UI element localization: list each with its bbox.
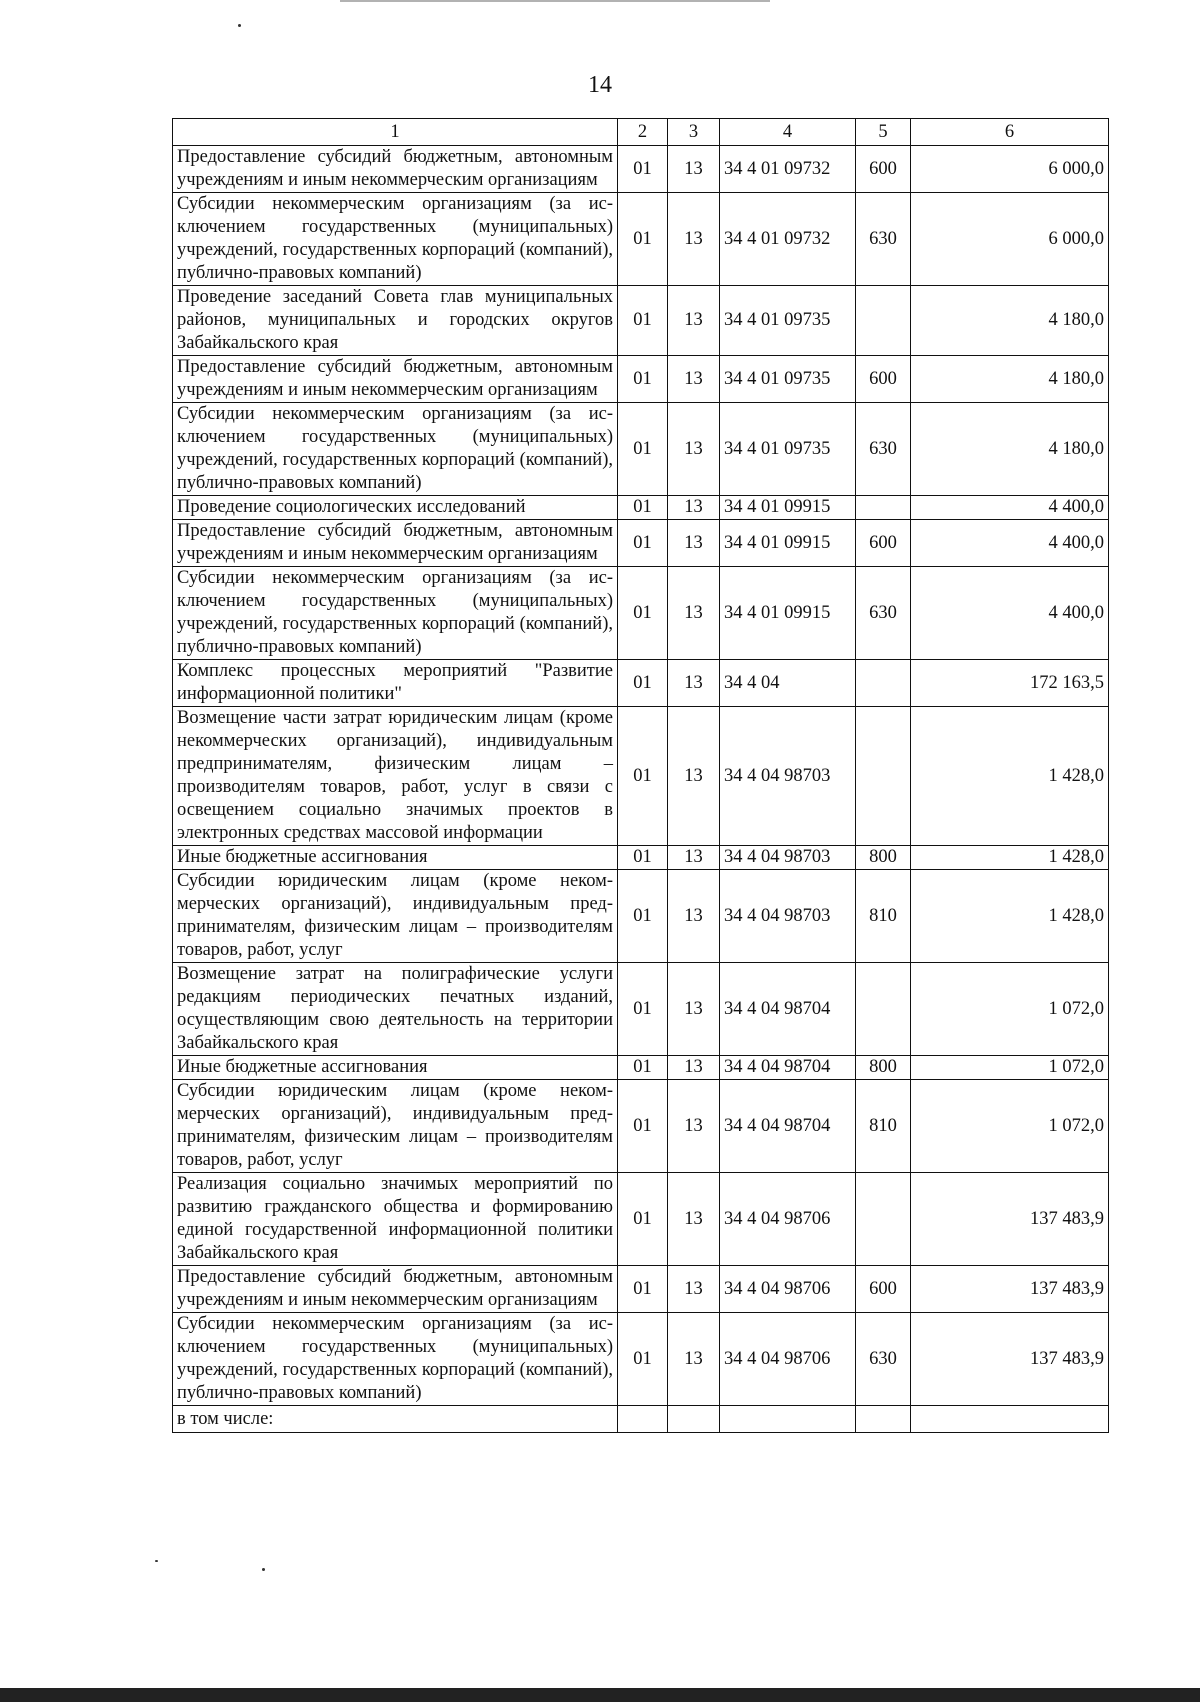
table-row <box>173 286 1109 356</box>
row-name-cell: Предоставление субсидий бюджетным, автономным учреждениям и иным некоммерческим организациям <box>173 146 618 193</box>
column-header: 6 <box>911 119 1109 146</box>
scan-dot <box>262 1568 265 1571</box>
table-row <box>173 520 1109 567</box>
row-name-cell: Комплекс процессных мероприятий "Развитие информационной политики" <box>173 660 618 707</box>
expense-type-cell: 630 <box>856 403 911 496</box>
subsection-code-cell: 13 <box>668 520 720 567</box>
subsection-code-cell: 13 <box>668 286 720 356</box>
section-code-cell: 01 <box>618 193 668 286</box>
subsection-code-cell: 13 <box>668 707 720 846</box>
table-row <box>173 1266 1109 1313</box>
target-article-cell: 34 4 04 98704 <box>720 963 856 1056</box>
amount-cell: 137 483,9 <box>911 1266 1109 1313</box>
section-code-cell: 01 <box>618 870 668 963</box>
section-code-cell: 01 <box>618 846 668 870</box>
row-name-cell: в том числе: <box>173 1406 618 1433</box>
expense-type-cell: 810 <box>856 870 911 963</box>
subsection-code-cell: 13 <box>668 193 720 286</box>
amount-cell: 1 428,0 <box>911 707 1109 846</box>
subsection-code-cell: 13 <box>668 403 720 496</box>
table-body <box>173 146 1109 1433</box>
expense-type-cell: 810 <box>856 1080 911 1173</box>
subsection-code-cell: 13 <box>668 1313 720 1406</box>
column-header: 2 <box>618 119 668 146</box>
subsection-code-cell: 13 <box>668 1266 720 1313</box>
target-article-cell: 34 4 01 09735 <box>720 403 856 496</box>
section-code-cell: 01 <box>618 707 668 846</box>
section-code-cell: 01 <box>618 146 668 193</box>
amount-cell: 1 428,0 <box>911 846 1109 870</box>
subsection-code-cell: 13 <box>668 1080 720 1173</box>
scan-dot <box>238 24 241 27</box>
expense-type-cell: 630 <box>856 1313 911 1406</box>
expense-type-cell <box>856 963 911 1056</box>
subsection-code-cell: 13 <box>668 567 720 660</box>
table-row <box>173 660 1109 707</box>
section-code-cell <box>618 1406 668 1433</box>
row-name-cell: Возмещение части затрат юридическим лицам (кроме некоммерческих организаций), индивидуальным предпринимателям, физическим лицам – производителям товаров, работ, услуг в связи с освещением социально значимых проектов в электронных средствах массовой информации <box>173 707 618 846</box>
table-row <box>173 356 1109 403</box>
subsection-code-cell: 13 <box>668 496 720 520</box>
expense-type-cell <box>856 1173 911 1266</box>
budget-table <box>172 118 1109 1433</box>
amount-cell: 1 428,0 <box>911 870 1109 963</box>
expense-type-cell <box>856 707 911 846</box>
subsection-code-cell: 13 <box>668 356 720 403</box>
target-article-cell <box>720 1406 856 1433</box>
target-article-cell: 34 4 04 98703 <box>720 846 856 870</box>
table-header-row <box>173 119 1109 146</box>
amount-cell: 137 483,9 <box>911 1173 1109 1266</box>
scan-artifact-top <box>340 0 770 2</box>
section-code-cell: 01 <box>618 567 668 660</box>
row-name-cell: Субсидии некоммерческим организациям (за исключением государственных (муниципальных) учреждений, государственных корпораций (компаний), публично-правовых компаний) <box>173 403 618 496</box>
expense-type-cell <box>856 1406 911 1433</box>
amount-cell: 6 000,0 <box>911 146 1109 193</box>
expense-type-cell <box>856 496 911 520</box>
subsection-code-cell: 13 <box>668 846 720 870</box>
amount-cell: 6 000,0 <box>911 193 1109 286</box>
column-header: 1 <box>173 119 618 146</box>
row-name-cell: Субсидии некоммерческим организациям (за исключением государственных (муниципальных) учреждений, государственных корпораций (компаний), публично-правовых компаний) <box>173 567 618 660</box>
expense-type-cell <box>856 286 911 356</box>
table-row <box>173 1313 1109 1406</box>
table-row <box>173 1080 1109 1173</box>
amount-cell: 1 072,0 <box>911 1056 1109 1080</box>
table-row <box>173 496 1109 520</box>
subsection-code-cell: 13 <box>668 660 720 707</box>
row-name-cell: Реализация социально значимых мероприятий по развитию гражданского общества и формированию единой государственной информационной политики Забайкальского края <box>173 1173 618 1266</box>
row-name-cell: Возмещение затрат на полиграфические услуги редакциям периодических печатных изданий, осуществляющим свою деятельность на территории Забайкальского края <box>173 963 618 1056</box>
scan-dot <box>155 1560 158 1562</box>
target-article-cell: 34 4 04 <box>720 660 856 707</box>
target-article-cell: 34 4 01 09915 <box>720 567 856 660</box>
section-code-cell: 01 <box>618 1266 668 1313</box>
table-row <box>173 1056 1109 1080</box>
column-header: 5 <box>856 119 911 146</box>
table-row <box>173 146 1109 193</box>
target-article-cell: 34 4 01 09915 <box>720 520 856 567</box>
row-name-cell: Субсидии юридическим лицам (кроме некоммерческих организаций), индивидуальным предпринимателям, физическим лицам – производителям товаров, работ, услуг <box>173 1080 618 1173</box>
table-row <box>173 870 1109 963</box>
expense-type-cell: 800 <box>856 1056 911 1080</box>
amount-cell: 1 072,0 <box>911 1080 1109 1173</box>
section-code-cell: 01 <box>618 356 668 403</box>
expense-type-cell <box>856 660 911 707</box>
amount-cell: 4 400,0 <box>911 567 1109 660</box>
table-row <box>173 707 1109 846</box>
section-code-cell: 01 <box>618 520 668 567</box>
subsection-code-cell: 13 <box>668 963 720 1056</box>
target-article-cell: 34 4 04 98706 <box>720 1173 856 1266</box>
amount-cell: 1 072,0 <box>911 963 1109 1056</box>
scan-artifact-bottom-bar <box>0 1688 1200 1702</box>
row-name-cell: Субсидии некоммерческим организациям (за исключением государственных (муниципальных) учреждений, государственных корпораций (компаний), публично-правовых компаний) <box>173 1313 618 1406</box>
target-article-cell: 34 4 04 98706 <box>720 1313 856 1406</box>
section-code-cell: 01 <box>618 660 668 707</box>
target-article-cell: 34 4 01 09732 <box>720 193 856 286</box>
row-name-cell: Предоставление субсидий бюджетным, автономным учреждениям и иным некоммерческим организациям <box>173 1266 618 1313</box>
table-row <box>173 193 1109 286</box>
table-row <box>173 963 1109 1056</box>
section-code-cell: 01 <box>618 403 668 496</box>
subsection-code-cell: 13 <box>668 870 720 963</box>
expense-type-cell: 600 <box>856 356 911 403</box>
amount-cell: 4 180,0 <box>911 403 1109 496</box>
subsection-code-cell: 13 <box>668 1173 720 1266</box>
row-name-cell: Проведение заседаний Совета глав муниципальных районов, муниципальных и городских округов Забайкальского края <box>173 286 618 356</box>
table-row <box>173 1173 1109 1266</box>
target-article-cell: 34 4 01 09915 <box>720 496 856 520</box>
page-number: 14 <box>588 72 612 98</box>
expense-type-cell: 630 <box>856 193 911 286</box>
column-header: 4 <box>720 119 856 146</box>
subsection-code-cell <box>668 1406 720 1433</box>
row-name-cell: Предоставление субсидий бюджетным, автономным учреждениям и иным некоммерческим организациям <box>173 356 618 403</box>
expense-type-cell: 800 <box>856 846 911 870</box>
target-article-cell: 34 4 01 09735 <box>720 286 856 356</box>
section-code-cell: 01 <box>618 963 668 1056</box>
table-row <box>173 403 1109 496</box>
subsection-code-cell: 13 <box>668 146 720 193</box>
section-code-cell: 01 <box>618 496 668 520</box>
section-code-cell: 01 <box>618 1080 668 1173</box>
row-name-cell: Субсидии юридическим лицам (кроме некоммерческих организаций), индивидуальным предпринимателям, физическим лицам – производителям товаров, работ, услуг <box>173 870 618 963</box>
target-article-cell: 34 4 04 98703 <box>720 707 856 846</box>
table-row <box>173 846 1109 870</box>
row-name-cell: Предоставление субсидий бюджетным, автономным учреждениям и иным некоммерческим организациям <box>173 520 618 567</box>
subsection-code-cell: 13 <box>668 1056 720 1080</box>
row-name-cell: Субсидии некоммерческим организациям (за исключением государственных (муниципальных) учреждений, государственных корпораций (компаний), публично-правовых компаний) <box>173 193 618 286</box>
section-code-cell: 01 <box>618 1173 668 1266</box>
section-code-cell: 01 <box>618 1313 668 1406</box>
section-code-cell: 01 <box>618 286 668 356</box>
amount-cell: 4 400,0 <box>911 496 1109 520</box>
expense-type-cell: 600 <box>856 146 911 193</box>
amount-cell: 4 180,0 <box>911 286 1109 356</box>
table-row <box>173 567 1109 660</box>
amount-cell <box>911 1406 1109 1433</box>
target-article-cell: 34 4 04 98706 <box>720 1266 856 1313</box>
row-name-cell: Иные бюджетные ассигнования <box>173 1056 618 1080</box>
target-article-cell: 34 4 04 98703 <box>720 870 856 963</box>
target-article-cell: 34 4 04 98704 <box>720 1056 856 1080</box>
expense-type-cell: 600 <box>856 520 911 567</box>
row-name-cell: Иные бюджетные ассигнования <box>173 846 618 870</box>
amount-cell: 137 483,9 <box>911 1313 1109 1406</box>
target-article-cell: 34 4 01 09732 <box>720 146 856 193</box>
expense-type-cell: 600 <box>856 1266 911 1313</box>
table-row <box>173 1406 1109 1433</box>
amount-cell: 4 400,0 <box>911 520 1109 567</box>
target-article-cell: 34 4 04 98704 <box>720 1080 856 1173</box>
amount-cell: 4 180,0 <box>911 356 1109 403</box>
section-code-cell: 01 <box>618 1056 668 1080</box>
amount-cell: 172 163,5 <box>911 660 1109 707</box>
target-article-cell: 34 4 01 09735 <box>720 356 856 403</box>
column-header: 3 <box>668 119 720 146</box>
row-name-cell: Проведение социологических исследований <box>173 496 618 520</box>
expense-type-cell: 630 <box>856 567 911 660</box>
